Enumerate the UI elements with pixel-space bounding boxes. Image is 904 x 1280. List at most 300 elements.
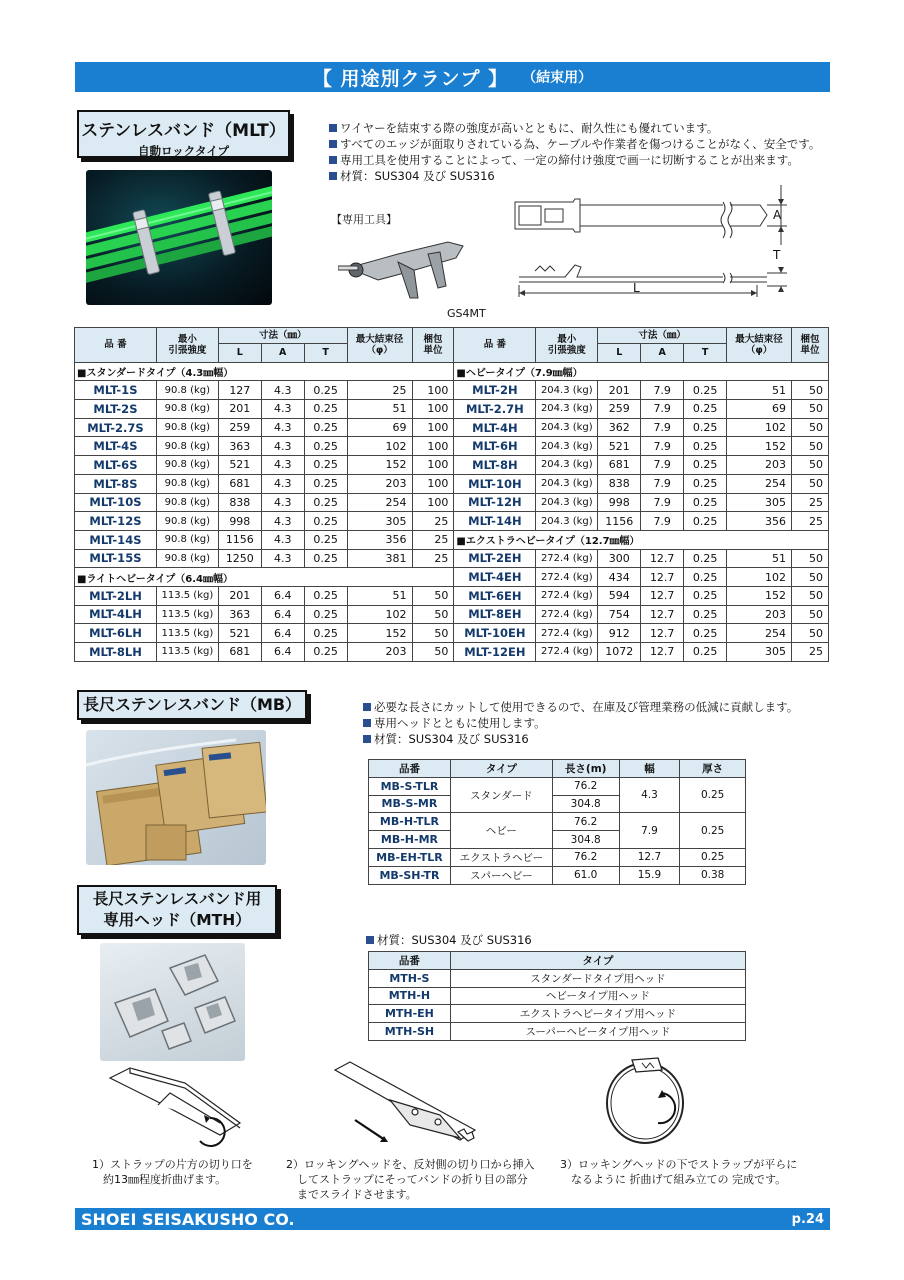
mb-width: 15.9 bbox=[619, 866, 680, 884]
mlt-bullet: 専用工具を使用することによって、一定の締付け強度で画一に切断することが出来ます。 bbox=[329, 152, 820, 168]
mth-part: MTH-SH bbox=[369, 1023, 451, 1041]
table-row bbox=[369, 969, 746, 987]
mb-col-thickness: 厚さ bbox=[680, 760, 746, 778]
max-bundle-dia: 102 bbox=[347, 605, 412, 624]
mb-part: MB-EH-TLR bbox=[369, 848, 451, 866]
part-number: MLT-1S bbox=[75, 381, 157, 400]
part-number: MLT-12S bbox=[75, 512, 157, 531]
min-tensile-strength: 90.8 (kg) bbox=[156, 400, 218, 419]
min-tensile-strength: 90.8 (kg) bbox=[156, 493, 218, 512]
mth-head-photo bbox=[100, 943, 245, 1061]
pack-unit: 100 bbox=[412, 381, 454, 400]
dim-t: 0.25 bbox=[304, 512, 347, 531]
part-number: MLT-4S bbox=[75, 437, 157, 456]
dim-l: 300 bbox=[598, 549, 641, 568]
dim-t: 0.25 bbox=[684, 437, 727, 456]
col-max-dia: 最大結束径 （φ） bbox=[727, 328, 792, 363]
dim-t: 0.25 bbox=[684, 605, 727, 624]
tool-label: 【専用工具】 bbox=[331, 213, 397, 226]
part-number: MLT-6S bbox=[75, 456, 157, 475]
page-number: p.24 bbox=[791, 1211, 824, 1227]
part-number: MLT-10EH bbox=[454, 624, 536, 643]
max-bundle-dia: 203 bbox=[347, 474, 412, 493]
dim-l: 363 bbox=[218, 605, 261, 624]
min-tensile-strength: 272.4 (kg) bbox=[536, 586, 598, 605]
dim-t: 0.25 bbox=[684, 568, 727, 587]
col-strength: 最小 引張強度 bbox=[536, 328, 598, 363]
min-tensile-strength: 204.3 (kg) bbox=[536, 381, 598, 400]
pack-unit: 50 bbox=[792, 549, 829, 568]
max-bundle-dia: 152 bbox=[727, 437, 792, 456]
dim-a: 4.3 bbox=[261, 381, 304, 400]
max-bundle-dia: 152 bbox=[347, 456, 412, 475]
mb-type: エクストラヘビー bbox=[450, 848, 552, 866]
mb-length: 61.0 bbox=[552, 866, 619, 884]
step1-illustration bbox=[100, 1063, 250, 1148]
mlt-bullet: ワイヤーを結束する際の強度が高いとともに、耐久性にも優れています。 bbox=[329, 120, 820, 136]
max-bundle-dia: 152 bbox=[727, 586, 792, 605]
pack-unit: 50 bbox=[792, 400, 829, 419]
mb-thickness: 0.25 bbox=[680, 813, 746, 849]
table-row bbox=[75, 568, 829, 587]
min-tensile-strength: 90.8 (kg) bbox=[156, 437, 218, 456]
mth-type: スーパーヘビータイプ用ヘッド bbox=[450, 1023, 745, 1041]
pack-unit: 100 bbox=[412, 400, 454, 419]
pack-unit: 25 bbox=[792, 493, 829, 512]
dim-t: 0.25 bbox=[304, 530, 347, 549]
dim-a: 6.4 bbox=[261, 624, 304, 643]
table-row bbox=[75, 530, 829, 549]
dim-a: 4.3 bbox=[261, 512, 304, 531]
part-number: MLT-12EH bbox=[454, 643, 536, 662]
mth-part: MTH-H bbox=[369, 987, 451, 1005]
max-bundle-dia: 51 bbox=[727, 549, 792, 568]
dim-t: 0.25 bbox=[304, 493, 347, 512]
dim-t: 0.25 bbox=[304, 381, 347, 400]
dim-a: 12.7 bbox=[641, 605, 684, 624]
mth-title-box bbox=[77, 885, 277, 935]
part-number: MLT-4EH bbox=[454, 568, 536, 587]
max-bundle-dia: 305 bbox=[727, 643, 792, 662]
max-bundle-dia: 356 bbox=[727, 512, 792, 531]
min-tensile-strength: 90.8 (kg) bbox=[156, 418, 218, 437]
min-tensile-strength: 90.8 (kg) bbox=[156, 530, 218, 549]
table-row bbox=[75, 549, 829, 568]
mb-title-box bbox=[77, 690, 307, 720]
dim-l: 259 bbox=[218, 418, 261, 437]
table-row bbox=[75, 400, 829, 419]
dim-a: 7.9 bbox=[641, 381, 684, 400]
mlt-title-box bbox=[77, 110, 290, 158]
part-number: MLT-12H bbox=[454, 493, 536, 512]
mlt-bullet: すべてのエッジが面取りされている為、ケーブルや作業者を傷つけることがなく、安全です。 bbox=[329, 136, 820, 152]
dim-l: 434 bbox=[598, 568, 641, 587]
col-a: A bbox=[641, 344, 684, 363]
mth-spec-table bbox=[368, 951, 746, 1041]
dim-a: 7.9 bbox=[641, 456, 684, 475]
part-number: MLT-10H bbox=[454, 474, 536, 493]
max-bundle-dia: 25 bbox=[347, 381, 412, 400]
table-row bbox=[75, 586, 829, 605]
min-tensile-strength: 272.4 (kg) bbox=[536, 549, 598, 568]
min-tensile-strength: 204.3 (kg) bbox=[536, 493, 598, 512]
min-tensile-strength: 204.3 (kg) bbox=[536, 474, 598, 493]
mlt-band-photo bbox=[86, 170, 272, 305]
table-row bbox=[75, 381, 829, 400]
dim-label-l: L bbox=[633, 281, 640, 295]
pack-unit: 100 bbox=[412, 437, 454, 456]
mb-bullets bbox=[363, 699, 798, 747]
part-number: MLT-14S bbox=[75, 530, 157, 549]
max-bundle-dia: 102 bbox=[727, 568, 792, 587]
dim-a: 4.3 bbox=[261, 400, 304, 419]
dim-t: 0.25 bbox=[304, 624, 347, 643]
part-number: MLT-4LH bbox=[75, 605, 157, 624]
dim-a: 4.3 bbox=[261, 456, 304, 475]
dim-l: 1156 bbox=[598, 512, 641, 531]
dim-l: 1250 bbox=[218, 549, 261, 568]
min-tensile-strength: 90.8 (kg) bbox=[156, 381, 218, 400]
mb-thickness: 0.38 bbox=[680, 866, 746, 884]
part-number: MLT-14H bbox=[454, 512, 536, 531]
dim-a: 4.3 bbox=[261, 530, 304, 549]
table-row bbox=[75, 512, 829, 531]
pack-unit: 100 bbox=[412, 456, 454, 475]
col-max-dia: 最大結束径 （φ） bbox=[347, 328, 412, 363]
table-row bbox=[75, 643, 829, 662]
mb-length: 76.2 bbox=[552, 848, 619, 866]
max-bundle-dia: 51 bbox=[347, 400, 412, 419]
dim-t: 0.25 bbox=[304, 605, 347, 624]
dim-a: 4.3 bbox=[261, 549, 304, 568]
mb-part: MB-S-TLR bbox=[369, 777, 451, 795]
pack-unit: 25 bbox=[792, 643, 829, 662]
dim-a: 7.9 bbox=[641, 400, 684, 419]
dim-t: 0.25 bbox=[304, 456, 347, 475]
col-dims: 寸法（㎜） bbox=[218, 328, 347, 344]
table-row bbox=[369, 866, 746, 884]
mb-width: 12.7 bbox=[619, 848, 680, 866]
pack-unit: 100 bbox=[412, 418, 454, 437]
mb-bullet: 専用ヘッドとともに使用します。 bbox=[363, 715, 798, 731]
mth-type: スタンダードタイプ用ヘッド bbox=[450, 969, 745, 987]
group-heading: ■ヘビータイプ（7.9㎜幅） bbox=[454, 362, 829, 381]
col-t: T bbox=[304, 344, 347, 363]
col-dims: 寸法（㎜） bbox=[598, 328, 727, 344]
max-bundle-dia: 381 bbox=[347, 549, 412, 568]
dim-t: 0.25 bbox=[684, 400, 727, 419]
dim-t: 0.25 bbox=[304, 549, 347, 568]
page-header bbox=[75, 62, 830, 92]
dim-l: 201 bbox=[218, 586, 261, 605]
mb-col-type: タイプ bbox=[450, 760, 552, 778]
group-heading: ■エクストラヘビータイプ（12.7㎜幅） bbox=[454, 530, 829, 549]
max-bundle-dia: 254 bbox=[727, 624, 792, 643]
dim-t: 0.25 bbox=[304, 418, 347, 437]
part-number: MLT-8H bbox=[454, 456, 536, 475]
dim-l: 681 bbox=[598, 456, 641, 475]
company-name: SHOEI SEISAKUSHO CO. bbox=[81, 1209, 295, 1229]
min-tensile-strength: 272.4 (kg) bbox=[536, 624, 598, 643]
pack-unit: 50 bbox=[412, 643, 454, 662]
tool-name: GS4MT bbox=[447, 307, 486, 320]
dim-label-a: A bbox=[773, 208, 782, 222]
page-subtitle: （結束用） bbox=[522, 70, 593, 86]
max-bundle-dia: 51 bbox=[727, 381, 792, 400]
min-tensile-strength: 113.5 (kg) bbox=[156, 643, 218, 662]
min-tensile-strength: 90.8 (kg) bbox=[156, 549, 218, 568]
col-part: 品 番 bbox=[454, 328, 536, 363]
mlt-subtitle: 自動ロックタイプ bbox=[138, 144, 229, 158]
max-bundle-dia: 102 bbox=[347, 437, 412, 456]
max-bundle-dia: 305 bbox=[727, 493, 792, 512]
table-row bbox=[75, 418, 829, 437]
dim-a: 6.4 bbox=[261, 643, 304, 662]
pack-unit: 50 bbox=[792, 586, 829, 605]
dim-t: 0.25 bbox=[684, 456, 727, 475]
pack-unit: 25 bbox=[792, 512, 829, 531]
table-row bbox=[369, 848, 746, 866]
dim-l: 681 bbox=[218, 643, 261, 662]
dim-a: 7.9 bbox=[641, 474, 684, 493]
dim-a: 7.9 bbox=[641, 512, 684, 531]
pack-unit: 25 bbox=[412, 549, 454, 568]
dim-t: 0.25 bbox=[684, 493, 727, 512]
mb-length: 76.2 bbox=[552, 813, 619, 831]
part-number: MLT-2EH bbox=[454, 549, 536, 568]
mb-width: 7.9 bbox=[619, 813, 680, 849]
dim-t: 0.25 bbox=[684, 549, 727, 568]
max-bundle-dia: 356 bbox=[347, 530, 412, 549]
col-strength: 最小 引張強度 bbox=[156, 328, 218, 363]
dim-a: 7.9 bbox=[641, 437, 684, 456]
mb-width: 4.3 bbox=[619, 777, 680, 813]
dim-l: 521 bbox=[218, 624, 261, 643]
mth-part: MTH-S bbox=[369, 969, 451, 987]
mb-part: MB-S-MR bbox=[369, 795, 451, 813]
dim-l: 201 bbox=[218, 400, 261, 419]
dim-a: 4.3 bbox=[261, 474, 304, 493]
mb-col-length: 長さ(m) bbox=[552, 760, 619, 778]
mth-title-line2: 専用ヘッド（MTH） bbox=[103, 911, 251, 929]
mb-length: 304.8 bbox=[552, 795, 619, 813]
group-heading: ■ライトヘビータイプ（6.4㎜幅） bbox=[75, 568, 454, 587]
mb-type: スパーヘビー bbox=[450, 866, 552, 884]
pack-unit: 100 bbox=[412, 493, 454, 512]
dim-t: 0.25 bbox=[684, 512, 727, 531]
dim-label-t: T bbox=[773, 248, 781, 262]
part-number: MLT-8EH bbox=[454, 605, 536, 624]
part-number: MLT-2.7S bbox=[75, 418, 157, 437]
dim-t: 0.25 bbox=[304, 474, 347, 493]
dim-a: 12.7 bbox=[641, 549, 684, 568]
table-row bbox=[369, 1023, 746, 1041]
table-row bbox=[75, 437, 829, 456]
dim-l: 838 bbox=[598, 474, 641, 493]
dim-a: 12.7 bbox=[641, 568, 684, 587]
mlt-bullets bbox=[329, 120, 820, 184]
table-row bbox=[75, 605, 829, 624]
dim-a: 6.4 bbox=[261, 586, 304, 605]
mth-col-type: タイプ bbox=[450, 952, 745, 970]
dim-l: 201 bbox=[598, 381, 641, 400]
col-a: A bbox=[261, 344, 304, 363]
group-heading: ■スタンダードタイプ（4.3㎜幅） bbox=[75, 362, 454, 381]
max-bundle-dia: 152 bbox=[347, 624, 412, 643]
col-pack: 梱包 単位 bbox=[792, 328, 829, 363]
table-row bbox=[369, 1005, 746, 1023]
col-t: T bbox=[684, 344, 727, 363]
pack-unit: 50 bbox=[792, 418, 829, 437]
min-tensile-strength: 272.4 (kg) bbox=[536, 643, 598, 662]
mb-bullet: 材質：SUS304 及び SUS316 bbox=[363, 731, 798, 747]
mth-part: MTH-EH bbox=[369, 1005, 451, 1023]
step2-illustration bbox=[330, 1060, 480, 1150]
mth-type: エクストラヘビータイプ用ヘッド bbox=[450, 1005, 745, 1023]
max-bundle-dia: 203 bbox=[347, 643, 412, 662]
dim-t: 0.25 bbox=[304, 586, 347, 605]
dim-a: 12.7 bbox=[641, 586, 684, 605]
dim-l: 594 bbox=[598, 586, 641, 605]
pack-unit: 100 bbox=[412, 474, 454, 493]
pack-unit: 25 bbox=[412, 512, 454, 531]
dim-t: 0.25 bbox=[304, 400, 347, 419]
mb-bullet: 必要な長さにカットして使用できるので、在庫及び管理業務の低減に貢献します。 bbox=[363, 699, 798, 715]
dim-l: 912 bbox=[598, 624, 641, 643]
max-bundle-dia: 69 bbox=[347, 418, 412, 437]
dim-t: 0.25 bbox=[684, 586, 727, 605]
dim-l: 521 bbox=[598, 437, 641, 456]
mb-title: 長尺ステンレスバンド（MB） bbox=[82, 695, 302, 714]
dim-a: 7.9 bbox=[641, 493, 684, 512]
min-tensile-strength: 272.4 (kg) bbox=[536, 605, 598, 624]
pack-unit: 50 bbox=[792, 474, 829, 493]
min-tensile-strength: 204.3 (kg) bbox=[536, 437, 598, 456]
col-l: L bbox=[598, 344, 641, 363]
dim-a: 4.3 bbox=[261, 493, 304, 512]
table-row bbox=[75, 362, 829, 381]
pack-unit: 50 bbox=[792, 456, 829, 475]
step3-text: 3）ロッキングヘッドの下でストラップが平らに なるように 折曲げて組み立ての 完成です。 bbox=[560, 1158, 798, 1186]
min-tensile-strength: 204.3 (kg) bbox=[536, 456, 598, 475]
dim-t: 0.25 bbox=[304, 437, 347, 456]
dim-l: 362 bbox=[598, 418, 641, 437]
mb-type: ヘビー bbox=[450, 813, 552, 849]
mth-col-part: 品番 bbox=[369, 952, 451, 970]
page-title: 【 用途別クランプ 】 bbox=[312, 67, 509, 90]
dim-l: 127 bbox=[218, 381, 261, 400]
part-number: MLT-4H bbox=[454, 418, 536, 437]
max-bundle-dia: 203 bbox=[727, 456, 792, 475]
tool-illustration bbox=[338, 228, 478, 303]
table-row bbox=[369, 987, 746, 1005]
min-tensile-strength: 113.5 (kg) bbox=[156, 624, 218, 643]
part-number: MLT-15S bbox=[75, 549, 157, 568]
pack-unit: 50 bbox=[412, 605, 454, 624]
dim-l: 681 bbox=[218, 474, 261, 493]
mlt-spec-table bbox=[74, 327, 829, 662]
mth-type: ヘビータイプ用ヘッド bbox=[450, 987, 745, 1005]
max-bundle-dia: 203 bbox=[727, 605, 792, 624]
dim-l: 998 bbox=[598, 493, 641, 512]
col-l: L bbox=[218, 344, 261, 363]
page-footer bbox=[75, 1208, 830, 1230]
dim-l: 1072 bbox=[598, 643, 641, 662]
mlt-bullet: 材質：SUS304 及び SUS316 bbox=[329, 168, 820, 184]
part-number: MLT-6H bbox=[454, 437, 536, 456]
dim-l: 754 bbox=[598, 605, 641, 624]
dim-t: 0.25 bbox=[684, 418, 727, 437]
pack-unit: 50 bbox=[412, 586, 454, 605]
max-bundle-dia: 305 bbox=[347, 512, 412, 531]
step1-text: 1）ストラップの片方の切り口を 約13㎜程度折曲げます。 bbox=[92, 1158, 253, 1186]
mb-part: MB-SH-TR bbox=[369, 866, 451, 884]
table-row bbox=[369, 813, 746, 831]
dim-t: 0.25 bbox=[684, 643, 727, 662]
max-bundle-dia: 254 bbox=[347, 493, 412, 512]
min-tensile-strength: 90.8 (kg) bbox=[156, 456, 218, 475]
mth-title-line1: 長尺ステンレスバンド用 bbox=[92, 890, 262, 908]
table-row bbox=[369, 777, 746, 795]
dim-a: 7.9 bbox=[641, 418, 684, 437]
mb-thickness: 0.25 bbox=[680, 848, 746, 866]
col-part: 品 番 bbox=[75, 328, 157, 363]
part-number: MLT-2.7H bbox=[454, 400, 536, 419]
part-number: MLT-10S bbox=[75, 493, 157, 512]
dim-l: 1156 bbox=[218, 530, 261, 549]
dim-l: 838 bbox=[218, 493, 261, 512]
part-number: MLT-2LH bbox=[75, 586, 157, 605]
part-number: MLT-8S bbox=[75, 474, 157, 493]
min-tensile-strength: 272.4 (kg) bbox=[536, 568, 598, 587]
part-number: MLT-8LH bbox=[75, 643, 157, 662]
min-tensile-strength: 204.3 (kg) bbox=[536, 512, 598, 531]
dim-t: 0.25 bbox=[684, 474, 727, 493]
mb-length: 304.8 bbox=[552, 831, 619, 849]
part-number: MLT-6LH bbox=[75, 624, 157, 643]
pack-unit: 50 bbox=[792, 437, 829, 456]
dim-t: 0.25 bbox=[304, 643, 347, 662]
max-bundle-dia: 69 bbox=[727, 400, 792, 419]
min-tensile-strength: 113.5 (kg) bbox=[156, 605, 218, 624]
dim-t: 0.25 bbox=[684, 624, 727, 643]
max-bundle-dia: 51 bbox=[347, 586, 412, 605]
part-number: MLT-6EH bbox=[454, 586, 536, 605]
mb-length: 76.2 bbox=[552, 777, 619, 795]
table-row bbox=[75, 456, 829, 475]
mb-box-photo bbox=[86, 730, 266, 865]
step2-text: 2）ロッキングヘッドを、反対側の切り口から挿入 してストラップにそってバンドの折り目の部分 までスライドさせます。 bbox=[286, 1158, 535, 1201]
table-row bbox=[75, 493, 829, 512]
table-row bbox=[75, 474, 829, 493]
dim-l: 998 bbox=[218, 512, 261, 531]
mb-spec-table bbox=[368, 759, 746, 885]
dim-t: 0.25 bbox=[684, 381, 727, 400]
table-row bbox=[75, 624, 829, 643]
max-bundle-dia: 254 bbox=[727, 474, 792, 493]
min-tensile-strength: 204.3 (kg) bbox=[536, 418, 598, 437]
mb-thickness: 0.25 bbox=[680, 777, 746, 813]
mb-part: MB-H-MR bbox=[369, 831, 451, 849]
col-pack: 梱包 単位 bbox=[412, 328, 454, 363]
dim-a: 6.4 bbox=[261, 605, 304, 624]
min-tensile-strength: 113.5 (kg) bbox=[156, 586, 218, 605]
pack-unit: 50 bbox=[792, 381, 829, 400]
mb-col-part: 品番 bbox=[369, 760, 451, 778]
mb-part: MB-H-TLR bbox=[369, 813, 451, 831]
dim-l: 521 bbox=[218, 456, 261, 475]
mb-col-width: 幅 bbox=[619, 760, 680, 778]
